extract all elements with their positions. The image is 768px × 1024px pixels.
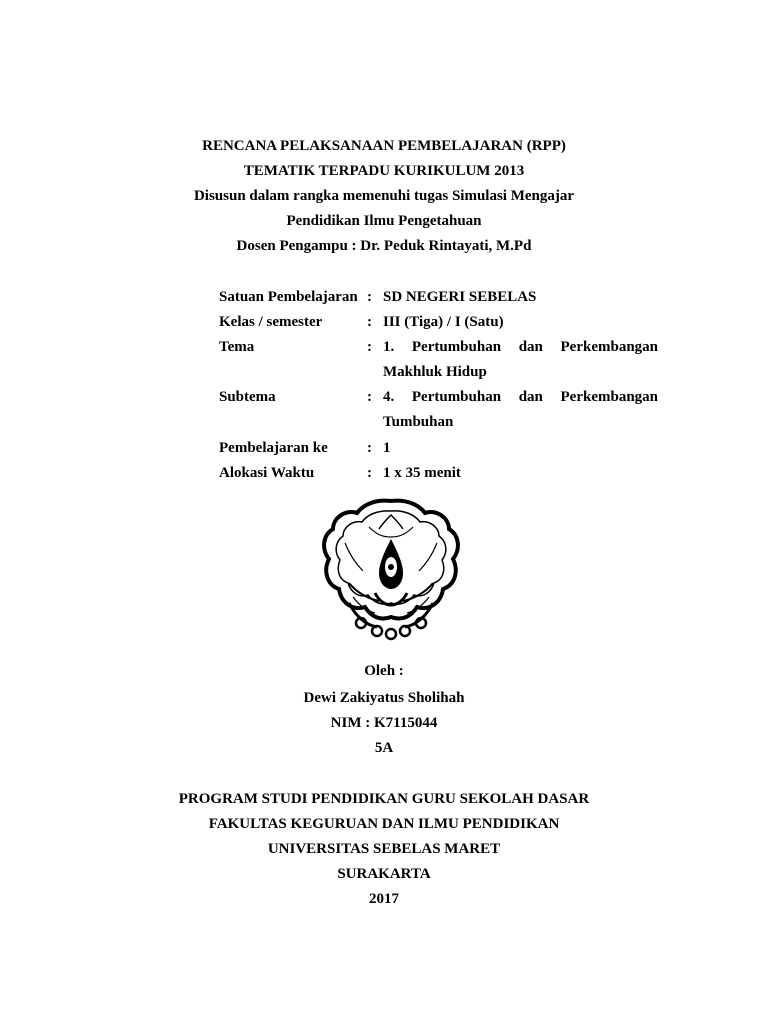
author-class: 5A bbox=[374, 740, 394, 756]
author-name: Dewi Zakiyatus Sholihah bbox=[303, 690, 465, 706]
year: 2017 bbox=[369, 891, 399, 907]
info-value-word: dan bbox=[518, 339, 543, 355]
faculty-name: FAKULTAS KEGURUAN DAN ILMU PENDIDIKAN bbox=[208, 816, 560, 832]
info-value-word: 4. bbox=[383, 389, 395, 405]
document-subtitle: TEMATIK TERPADU KURIKULUM 2013 bbox=[243, 163, 525, 179]
info-value-word: Pertumbuhan bbox=[411, 339, 502, 355]
document-title: RENCANA PELAKSANAAN PEMBELAJARAN (RPP) bbox=[202, 138, 566, 154]
info-colon: : bbox=[367, 389, 372, 405]
info-value-word: dan bbox=[518, 389, 543, 405]
author-nim: NIM : K7115044 bbox=[330, 715, 438, 731]
info-value: 1 x 35 menit bbox=[383, 465, 461, 481]
info-colon: : bbox=[367, 339, 372, 355]
info-value-line-2: Makhluk Hidup bbox=[383, 364, 487, 380]
info-colon: : bbox=[367, 289, 372, 305]
info-colon: : bbox=[367, 440, 372, 456]
info-value: SD NEGERI SEBELAS bbox=[383, 289, 537, 305]
info-colon: : bbox=[367, 465, 372, 481]
info-value bbox=[383, 338, 658, 356]
info-label: Subtema bbox=[219, 389, 276, 405]
university-name: UNIVERSITAS SEBELAS MARET bbox=[267, 841, 501, 857]
purpose-line-1: Disusun dalam rangka memenuhi tugas Simulasi Mengajar bbox=[193, 188, 575, 204]
info-label: Pembelajaran ke bbox=[219, 440, 328, 456]
info-value-line-2: Tumbuhan bbox=[383, 414, 454, 430]
info-colon: : bbox=[367, 314, 372, 330]
program-name: PROGRAM STUDI PENDIDIKAN GURU SEKOLAH DASAR bbox=[178, 791, 590, 807]
info-label: Satuan Pembelajaran bbox=[219, 289, 358, 305]
info-value: 1 bbox=[383, 440, 391, 456]
info-value: III (Tiga) / I (Satu) bbox=[383, 314, 504, 330]
info-label: Alokasi Waktu bbox=[219, 465, 315, 481]
info-value-word: Perkembangan bbox=[560, 339, 658, 355]
info-value-word: 1. bbox=[383, 339, 395, 355]
info-value-word: Perkembangan bbox=[560, 389, 658, 405]
info-label: Tema bbox=[219, 339, 255, 355]
info-label: Kelas / semester bbox=[219, 314, 323, 330]
purpose-line-2: Pendidikan Ilmu Pengetahuan bbox=[286, 213, 482, 229]
info-value bbox=[383, 388, 658, 406]
city-name: SURAKARTA bbox=[337, 866, 431, 882]
university-seal-icon bbox=[319, 493, 463, 643]
info-value-word: Pertumbuhan bbox=[411, 389, 502, 405]
lecturer-line: Dosen Pengampu : Dr. Peduk Rintayati, M.Pd bbox=[236, 238, 532, 254]
author-by-label: Oleh : bbox=[364, 663, 404, 679]
